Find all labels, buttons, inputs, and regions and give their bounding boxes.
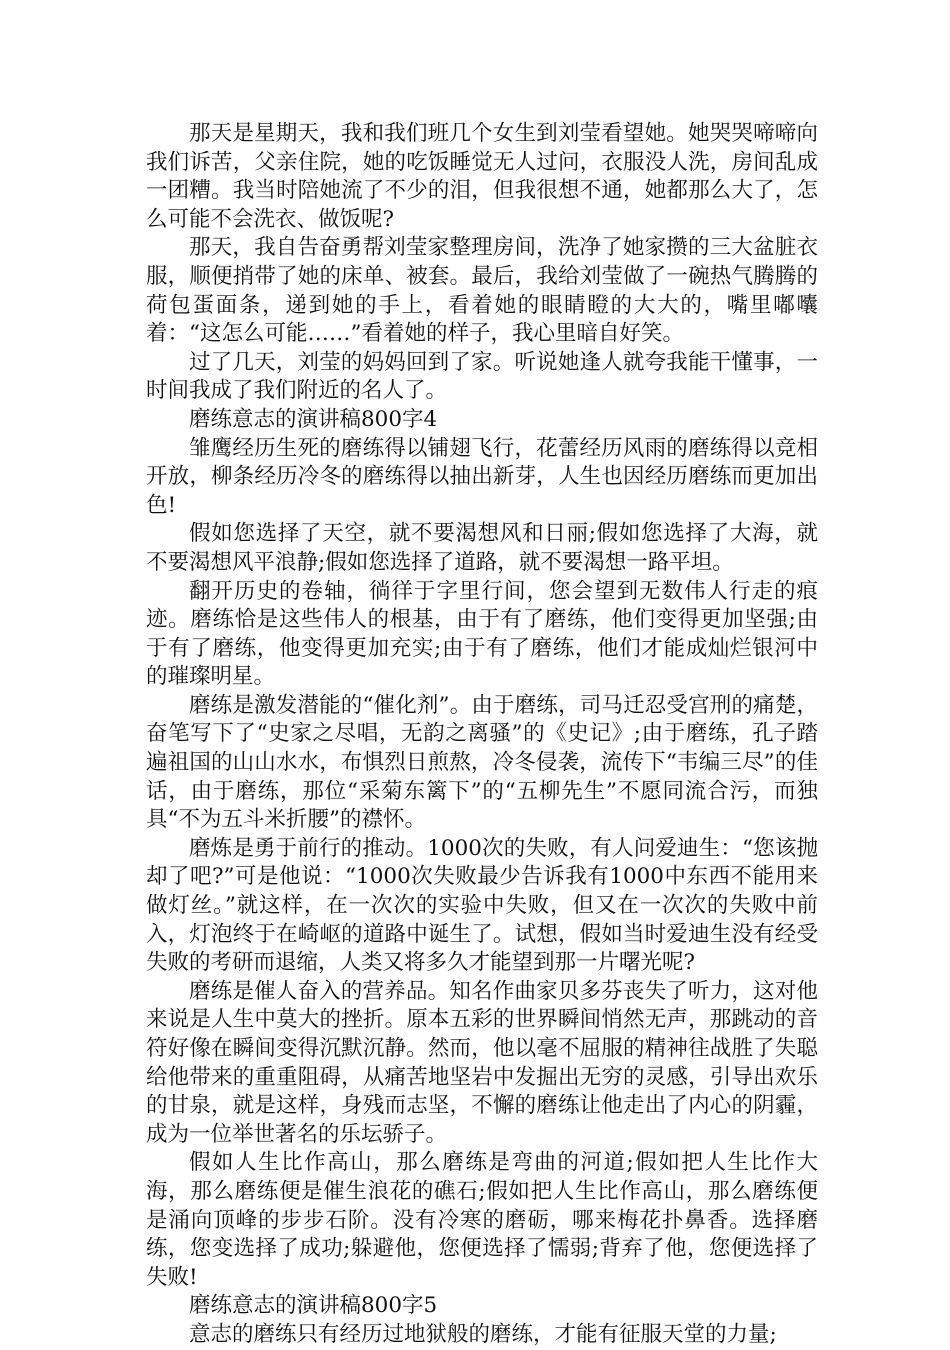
paragraph-history: 翻开历史的卷轴，徜徉于字里行间，您会望到无数伟人行走的痕迹。磨练恰是这些伟人的根基，由于有了磨练，他们变得更加坚强;由于有了磨练，他变得更加充实;由于有了磨练，他们才能成灿烂银河中的璀璨明星。 — [146, 578, 818, 690]
paragraph-cleaning: 那天，我自告奋勇帮刘莹家整理房间，洗净了她家攒的三大盆脏衣服，顺便捎带了她的床单、被套。最后，我给刘莹做了一碗热气腾腾的荷包蛋面条，递到她的手上，看着她的眼睛瞪的大大的，嘴里嘟囔着：“这怎么可能……”看着她的样子，我心里暗自好笑。 — [146, 235, 818, 347]
paragraph-mountain: 假如人生比作高山，那么磨练是弯曲的河道;假如把人生比作大海，那么磨练便是催生浪花的礁石;假如把人生比作高山，那么磨练便是涌向顶峰的步步石阶。没有冷寒的磨砺，哪来梅花扑鼻香。选择磨练，您变选择了成功;躲避他，您便选择了懦弱;背弃了他，您便选择了失败! — [146, 1150, 818, 1290]
paragraph-mother-returns: 过了几天，刘莹的妈妈回到了家。听说她逢人就夸我能干懂事，一时间我成了我们附近的名人了。 — [146, 349, 818, 404]
paragraph-sky-sea: 假如您选择了天空，就不要渴想风和日丽;假如您选择了大海，就不要渴想风平浪静;假如您选择了道路，就不要渴想一路平坦。 — [146, 521, 818, 575]
paragraph-eagle: 雏鹰经历生死的磨练得以铺翅飞行，花蕾经历风雨的磨练得以竞相开放，柳条经历冷冬的磨练得以抽出新芽，人生也因经历磨练而更加出色! — [146, 435, 818, 518]
document-body — [146, 120, 818, 1350]
paragraph-catalyst: 磨练是激发潜能的“催化剂”。由于磨练，司马迁忍受宫刑的痛楚，奋笔写下了“史家之尽唱，无韵之离骚”的《史记》;由于磨练，孔子踏遍祖国的山山水水，布惧烈日煎熬，冷冬侵袭，流传下“韦编三尽”的佳话，由于磨练，那位“采菊东篱下”的“五柳先生”不愿同流合污，而独具“不为五斗米折腰”的襟怀。 — [146, 692, 818, 833]
paragraph-edison: 磨炼是勇于前行的推动。1000次的失败，有人问爱迪生：“您该抛却了吧?”可是他说：“1000次失败最少告诉我有1000中东西不能用来做灯丝。”就这样，在一次次的实验中失败，但又在一次次的失败中前入，灯泡终于在崎岖的道路中诞生了。试想，假如当时爱迪生没有经受失败的考研而退缩，人类又将多久才能望到那一片曙光呢? — [146, 835, 818, 976]
section-heading-5: 磨练意志的演讲稿800字5 — [189, 1293, 438, 1319]
paragraph-beethoven: 磨练是催人奋入的营养品。知名作曲家贝多芬丧失了听力，这对他来说是人生中莫大的挫折。原本五彩的世界瞬间悄然无声，那跳动的音符好像在瞬间变得沉默沉静。然而，他以毫不屈服的精神往战胜了失聪给他带来的重重阻碍，从痛苦地坚岩中发掘出无穷的灵感，引导出欢乐的甘泉，就是这样，身残而志坚，不懈的磨练让他走出了内心的阴霾，成为一位举世著名的乐坛骄子。 — [146, 978, 818, 1147]
paragraph-will: 意志的磨练只有经历过地狱般的磨练，才能有征服天堂的力量; — [189, 1321, 777, 1347]
paragraph-visit: 那天是星期天，我和我们班几个女生到刘莹看望她。她哭哭啼啼向我们诉苦，父亲住院，她的吃饭睡觉无人过问，衣服没人洗，房间乱成一团糟。我当时陪她流了不少的泪，但我很想不通，她都那么大了，怎么可能不会洗衣、做饭呢? — [146, 121, 818, 232]
section-heading-4: 磨练意志的演讲稿800字4 — [189, 406, 438, 432]
